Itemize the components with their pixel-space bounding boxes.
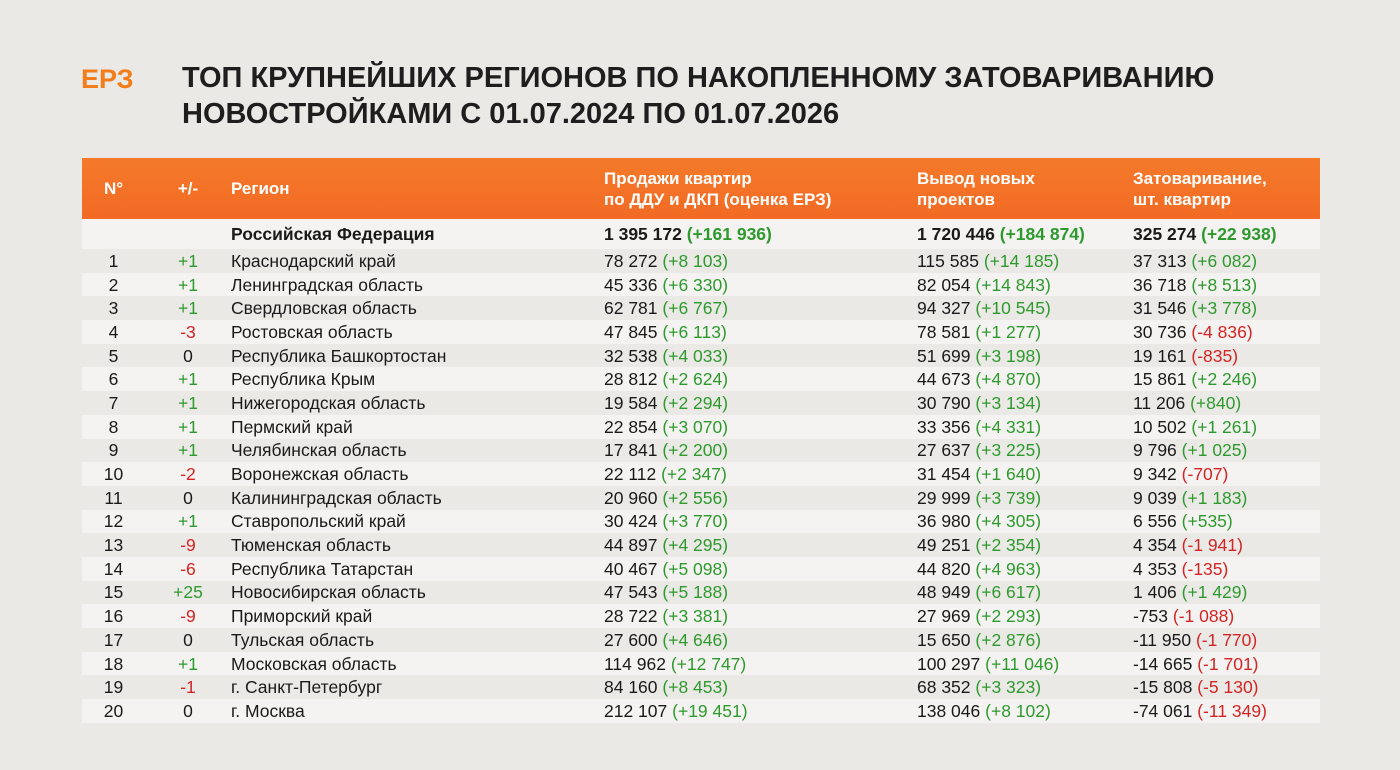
cell-num: 20 <box>103 700 124 721</box>
table-row <box>82 699 1320 723</box>
new-delta: (+2 293) <box>975 606 1042 627</box>
new-delta: (+6 617) <box>975 582 1042 603</box>
header-sales <box>604 158 917 219</box>
sales-value: 114 962 <box>604 653 666 674</box>
cell-overstock <box>1133 344 1320 368</box>
sales-delta: (+2 347) <box>661 464 727 485</box>
cell-num: 12 <box>103 511 124 532</box>
new-value: 94 327 <box>917 298 971 319</box>
table-row <box>82 604 1320 628</box>
overstock-delta: (+1 429) <box>1181 582 1248 603</box>
total-new-value: 1 720 446 <box>917 224 995 244</box>
cell-region: Республика Татарстан <box>231 558 414 579</box>
table-row <box>82 675 1320 699</box>
overstock-delta: (+1 183) <box>1181 487 1248 508</box>
table-row <box>82 391 1320 415</box>
sales-value: 212 107 <box>604 700 668 721</box>
table-row <box>82 344 1320 368</box>
sales-delta: (+3 381) <box>662 606 729 627</box>
cell-new <box>917 581 1133 605</box>
new-delta: (+1 277) <box>975 321 1042 342</box>
cell-sales <box>604 391 917 415</box>
cell-num: 19 <box>103 677 124 698</box>
cell-num: 13 <box>103 535 124 556</box>
cell-num: 8 <box>108 416 119 437</box>
cell-sales <box>604 439 917 463</box>
overstock-value: -14 665 <box>1133 653 1193 674</box>
cell-sales <box>604 557 917 581</box>
overstock-value: -15 808 <box>1133 677 1193 698</box>
cell-sales <box>604 415 917 439</box>
sales-value: 47 543 <box>604 582 658 603</box>
overstock-delta: (-1 941) <box>1181 535 1243 556</box>
total-new <box>917 219 1133 249</box>
cell-region: Челябинская область <box>231 440 407 461</box>
sales-delta: (+4 033) <box>662 345 729 366</box>
cell-overstock <box>1133 675 1320 699</box>
sales-value: 20 960 <box>604 487 658 508</box>
cell-overstock <box>1133 249 1320 273</box>
new-value: 27 637 <box>917 440 971 461</box>
cell-change: -3 <box>180 321 196 342</box>
cell-change: +1 <box>178 416 198 437</box>
cell-num: 16 <box>103 606 124 627</box>
cell-sales <box>604 462 917 486</box>
sales-value: 28 722 <box>604 606 658 627</box>
sales-value: 30 424 <box>604 511 658 532</box>
table-row <box>82 486 1320 510</box>
table-row <box>82 415 1320 439</box>
cell-region: Свердловская область <box>231 298 417 319</box>
new-delta: (+3 225) <box>975 440 1042 461</box>
overstock-value: 30 736 <box>1133 321 1187 342</box>
sales-delta: (+5 098) <box>662 558 729 579</box>
cell-num: 14 <box>103 558 124 579</box>
cell-num: 17 <box>103 629 124 650</box>
total-num <box>82 219 145 249</box>
new-value: 15 650 <box>917 629 971 650</box>
overstock-delta: (-835) <box>1191 345 1239 366</box>
overstock-value: 31 546 <box>1133 298 1187 319</box>
cell-num: 6 <box>108 369 119 390</box>
cell-region: Нижегородская область <box>231 392 426 413</box>
cell-new <box>917 439 1133 463</box>
table-row <box>82 296 1320 320</box>
cell-num: 2 <box>108 274 119 295</box>
sales-value: 19 584 <box>604 392 658 413</box>
new-value: 29 999 <box>917 487 971 508</box>
total-change <box>145 219 231 249</box>
new-delta: (+3 323) <box>975 677 1042 698</box>
sales-delta: (+6 330) <box>662 274 729 295</box>
cell-region: Новосибирская область <box>231 582 426 603</box>
cell-change: -6 <box>180 558 196 579</box>
new-value: 49 251 <box>917 535 971 556</box>
header-new-projects <box>917 158 1133 219</box>
overstock-delta: (-4 836) <box>1191 321 1253 342</box>
cell-region: г. Москва <box>231 700 305 721</box>
cell-region: Тульская область <box>231 629 375 650</box>
new-value: 33 356 <box>917 416 971 437</box>
cell-overstock <box>1133 462 1320 486</box>
table-row <box>82 273 1320 297</box>
new-delta: (+10 545) <box>975 298 1051 319</box>
cell-num: 11 <box>104 487 123 508</box>
cell-new <box>917 249 1133 273</box>
new-delta: (+2 876) <box>975 629 1042 650</box>
table-row <box>82 652 1320 676</box>
sales-delta: (+2 294) <box>662 392 729 413</box>
sales-delta: (+2 556) <box>662 487 729 508</box>
total-overstock-value: 325 274 <box>1133 224 1197 244</box>
overstock-value: 19 161 <box>1133 345 1187 366</box>
table-row <box>82 581 1320 605</box>
overstock-value: 6 556 <box>1133 511 1177 532</box>
cell-region: г. Санкт-Петербург <box>231 677 383 698</box>
regions-table <box>82 158 1320 723</box>
total-region: Российская Федерация <box>231 224 435 244</box>
cell-region: Воронежская область <box>231 464 409 485</box>
cell-sales <box>604 296 917 320</box>
overstock-value: 4 353 <box>1133 558 1177 579</box>
sales-value: 17 841 <box>604 440 658 461</box>
cell-sales <box>604 699 917 723</box>
overstock-value: 4 354 <box>1133 535 1177 556</box>
cell-change: -1 <box>180 677 196 698</box>
cell-new <box>917 462 1133 486</box>
new-delta: (+14 185) <box>983 250 1060 271</box>
cell-region: Ставропольский край <box>231 511 406 532</box>
total-overstock <box>1133 219 1320 249</box>
cell-change: -9 <box>180 535 196 556</box>
cell-change: 0 <box>183 629 193 650</box>
cell-sales <box>604 533 917 557</box>
overstock-delta: (-707) <box>1181 464 1229 485</box>
cell-sales <box>604 581 917 605</box>
cell-num: 15 <box>103 582 124 603</box>
sales-delta: (+2 200) <box>662 440 729 461</box>
cell-new <box>917 296 1133 320</box>
header-overstock-line-2: шт. квартир <box>1133 189 1231 209</box>
cell-overstock <box>1133 439 1320 463</box>
new-delta: (+1 640) <box>975 464 1042 485</box>
new-value: 31 454 <box>917 464 971 485</box>
new-delta: (+2 354) <box>975 535 1042 556</box>
cell-change: -2 <box>180 464 196 485</box>
sales-value: 22 112 <box>604 464 657 485</box>
new-delta: (+14 843) <box>975 274 1051 295</box>
cell-sales <box>604 604 917 628</box>
total-new-delta: (+184 874) <box>999 224 1085 244</box>
table-row <box>82 367 1320 391</box>
cell-change: 0 <box>183 487 193 508</box>
overstock-value: -11 950 <box>1133 629 1192 650</box>
overstock-value: 10 502 <box>1133 416 1187 437</box>
overstock-delta: (+1 025) <box>1181 440 1248 461</box>
cell-new <box>917 391 1133 415</box>
cell-region: Республика Крым <box>231 369 376 390</box>
new-value: 27 969 <box>917 606 971 627</box>
cell-region: Московская область <box>231 653 397 674</box>
overstock-value: 9 342 <box>1133 464 1177 485</box>
cell-change: +1 <box>178 298 198 319</box>
overstock-delta: (+535) <box>1181 511 1233 532</box>
cell-overstock <box>1133 628 1320 652</box>
cell-sales <box>604 628 917 652</box>
sales-delta: (+4 295) <box>662 535 729 556</box>
overstock-value: 9 039 <box>1133 487 1177 508</box>
cell-change: 0 <box>183 700 193 721</box>
total-overstock-delta: (+22 938) <box>1201 224 1277 244</box>
new-delta: (+4 331) <box>975 416 1042 437</box>
sales-value: 62 781 <box>604 298 658 319</box>
new-value: 100 297 <box>917 653 981 674</box>
sales-delta: (+8 103) <box>662 250 729 271</box>
cell-region: Приморский край <box>231 606 373 627</box>
cell-new <box>917 320 1133 344</box>
new-value: 30 790 <box>917 392 971 413</box>
cell-sales <box>604 486 917 510</box>
overstock-delta: (-1 701) <box>1197 653 1259 674</box>
page-title-line-2: НОВОСТРОЙКАМИ С 01.07.2024 ПО 01.07.2026 <box>182 98 840 130</box>
sales-delta: (+3 070) <box>662 416 729 437</box>
cell-new <box>917 415 1133 439</box>
cell-overstock <box>1133 510 1320 534</box>
sales-value: 47 845 <box>604 321 658 342</box>
cell-overstock <box>1133 273 1320 297</box>
cell-overstock <box>1133 604 1320 628</box>
table-row <box>82 628 1320 652</box>
cell-overstock <box>1133 415 1320 439</box>
sales-delta: (+2 624) <box>662 369 729 390</box>
sales-value: 45 336 <box>604 274 658 295</box>
cell-sales <box>604 510 917 534</box>
sales-value: 32 538 <box>604 345 658 366</box>
total-sales-delta: (+161 936) <box>686 224 772 244</box>
sales-value: 78 272 <box>604 250 658 271</box>
cell-num: 5 <box>108 345 119 366</box>
cell-sales <box>604 273 917 297</box>
cell-sales <box>604 652 917 676</box>
overstock-delta: (-135) <box>1181 558 1229 579</box>
overstock-delta: (+840) <box>1190 392 1242 413</box>
cell-overstock <box>1133 320 1320 344</box>
cell-overstock <box>1133 486 1320 510</box>
cell-num: 7 <box>108 392 119 413</box>
cell-num: 3 <box>108 298 119 319</box>
sales-delta: (+8 453) <box>662 677 729 698</box>
cell-region: Ленинградская область <box>231 274 424 295</box>
header-sales-line-2: по ДДУ и ДКП (оценка ЕРЗ) <box>604 189 832 209</box>
page-title <box>182 60 1362 132</box>
new-delta: (+3 739) <box>975 487 1042 508</box>
table-row <box>82 439 1320 463</box>
table-row <box>82 249 1320 273</box>
cell-change: -9 <box>180 606 196 627</box>
sales-value: 84 160 <box>604 677 658 698</box>
cell-new <box>917 273 1133 297</box>
new-value: 51 699 <box>917 345 971 366</box>
overstock-value: 9 796 <box>1133 440 1177 461</box>
cell-region: Тюменская область <box>231 535 391 556</box>
cell-overstock <box>1133 557 1320 581</box>
new-value: 36 980 <box>917 511 971 532</box>
cell-new <box>917 510 1133 534</box>
header-region: Регион <box>231 179 290 198</box>
sales-delta: (+6 113) <box>662 321 727 342</box>
cell-new <box>917 652 1133 676</box>
new-value: 138 046 <box>917 700 981 721</box>
new-delta: (+4 870) <box>975 369 1042 390</box>
sales-delta: (+6 767) <box>662 298 729 319</box>
new-value: 44 820 <box>917 558 971 579</box>
cell-sales <box>604 249 917 273</box>
overstock-delta: (+2 246) <box>1191 369 1258 390</box>
cell-change: +1 <box>178 274 198 295</box>
new-delta: (+11 046) <box>985 653 1060 674</box>
table-row <box>82 510 1320 534</box>
header-new-line-1: Вывод новых <box>917 168 1035 188</box>
sales-value: 40 467 <box>604 558 658 579</box>
overstock-delta: (-1 088) <box>1172 606 1235 627</box>
cell-change: +1 <box>178 369 198 390</box>
cell-num: 4 <box>108 321 119 342</box>
header-new-line-2: проектов <box>917 189 995 209</box>
cell-sales <box>604 367 917 391</box>
cell-sales <box>604 320 917 344</box>
cell-change: 0 <box>183 345 193 366</box>
overstock-value: 36 718 <box>1133 274 1187 295</box>
cell-change: +1 <box>178 511 198 532</box>
cell-region: Республика Башкортостан <box>231 345 447 366</box>
sales-value: 44 897 <box>604 535 658 556</box>
logo: ЕРЗ <box>81 64 134 94</box>
cell-new <box>917 533 1133 557</box>
sales-delta: (+4 646) <box>662 629 729 650</box>
cell-region: Калининградская область <box>231 487 442 508</box>
cell-overstock <box>1133 296 1320 320</box>
total-row <box>82 219 1320 249</box>
header-row <box>82 158 1320 219</box>
new-value: 115 585 <box>917 250 979 271</box>
new-delta: (+4 963) <box>975 558 1042 579</box>
sales-delta: (+3 770) <box>662 511 729 532</box>
table-header <box>82 158 1320 219</box>
header-num: N° <box>103 179 124 198</box>
cell-sales <box>604 675 917 699</box>
sales-value: 27 600 <box>604 629 658 650</box>
cell-new <box>917 557 1133 581</box>
cell-overstock <box>1133 367 1320 391</box>
overstock-delta: (-11 349) <box>1197 700 1267 721</box>
cell-overstock <box>1133 581 1320 605</box>
new-delta: (+3 198) <box>975 345 1042 366</box>
cell-overstock <box>1133 652 1320 676</box>
cell-num: 10 <box>103 464 124 485</box>
sales-value: 28 812 <box>604 369 658 390</box>
table-body <box>82 219 1320 723</box>
total-sales <box>604 219 917 249</box>
cell-new <box>917 367 1133 391</box>
cell-change: +1 <box>178 392 198 413</box>
cell-overstock <box>1133 699 1320 723</box>
sales-delta: (+12 747) <box>670 653 747 674</box>
table-row <box>82 533 1320 557</box>
cell-num: 18 <box>103 653 124 674</box>
overstock-delta: (-1 770) <box>1195 629 1258 650</box>
page-title-line-1: ТОП КРУПНЕЙШИХ РЕГИОНОВ ПО НАКОПЛЕННОМУ ЗАТОВАРИВАНИЮ <box>182 62 1215 94</box>
cell-num: 1 <box>108 250 119 271</box>
cell-overstock <box>1133 533 1320 557</box>
overstock-value: 11 206 <box>1133 392 1186 413</box>
overstock-delta: (+8 513) <box>1191 274 1258 295</box>
new-value: 44 673 <box>917 369 971 390</box>
overstock-value: -753 <box>1133 606 1169 627</box>
header-sales-line-1: Продажи квартир <box>604 168 752 188</box>
new-value: 82 054 <box>917 274 971 295</box>
cell-sales <box>604 344 917 368</box>
table-row <box>82 462 1320 486</box>
header-overstock-line-1: Затоваривание, <box>1133 168 1267 188</box>
sales-value: 22 854 <box>604 416 658 437</box>
overstock-delta: (-5 130) <box>1197 677 1259 698</box>
header-overstock <box>1133 158 1320 219</box>
overstock-delta: (+6 082) <box>1191 250 1258 271</box>
cell-change: +1 <box>178 440 198 461</box>
cell-region: Краснодарский край <box>231 250 396 271</box>
overstock-value: -74 061 <box>1133 700 1193 721</box>
overstock-value: 15 861 <box>1133 369 1187 390</box>
overstock-value: 37 313 <box>1133 250 1187 271</box>
cell-new <box>917 628 1133 652</box>
cell-change: +1 <box>178 653 198 674</box>
total-sales-value: 1 395 172 <box>604 224 682 244</box>
overstock-delta: (+3 778) <box>1191 298 1258 319</box>
table-row <box>82 557 1320 581</box>
new-value: 68 352 <box>917 677 971 698</box>
sales-delta: (+5 188) <box>662 582 729 603</box>
new-value: 48 949 <box>917 582 971 603</box>
cell-new <box>917 675 1133 699</box>
cell-region: Ростовская область <box>231 321 393 342</box>
cell-new <box>917 486 1133 510</box>
cell-new <box>917 604 1133 628</box>
overstock-value: 1 406 <box>1133 582 1177 603</box>
cell-num: 9 <box>108 440 119 461</box>
overstock-delta: (+1 261) <box>1191 416 1258 437</box>
cell-change: +1 <box>178 250 198 271</box>
cell-new <box>917 344 1133 368</box>
cell-change: +25 <box>173 582 203 603</box>
cell-new <box>917 699 1133 723</box>
new-value: 78 581 <box>917 321 971 342</box>
new-delta: (+3 134) <box>975 392 1042 413</box>
cell-overstock <box>1133 391 1320 415</box>
sales-delta: (+19 451) <box>672 700 748 721</box>
new-delta: (+8 102) <box>985 700 1051 721</box>
cell-region: Пермский край <box>231 416 353 437</box>
table-row <box>82 320 1320 344</box>
new-delta: (+4 305) <box>975 511 1042 532</box>
header-change: +/- <box>177 179 199 198</box>
